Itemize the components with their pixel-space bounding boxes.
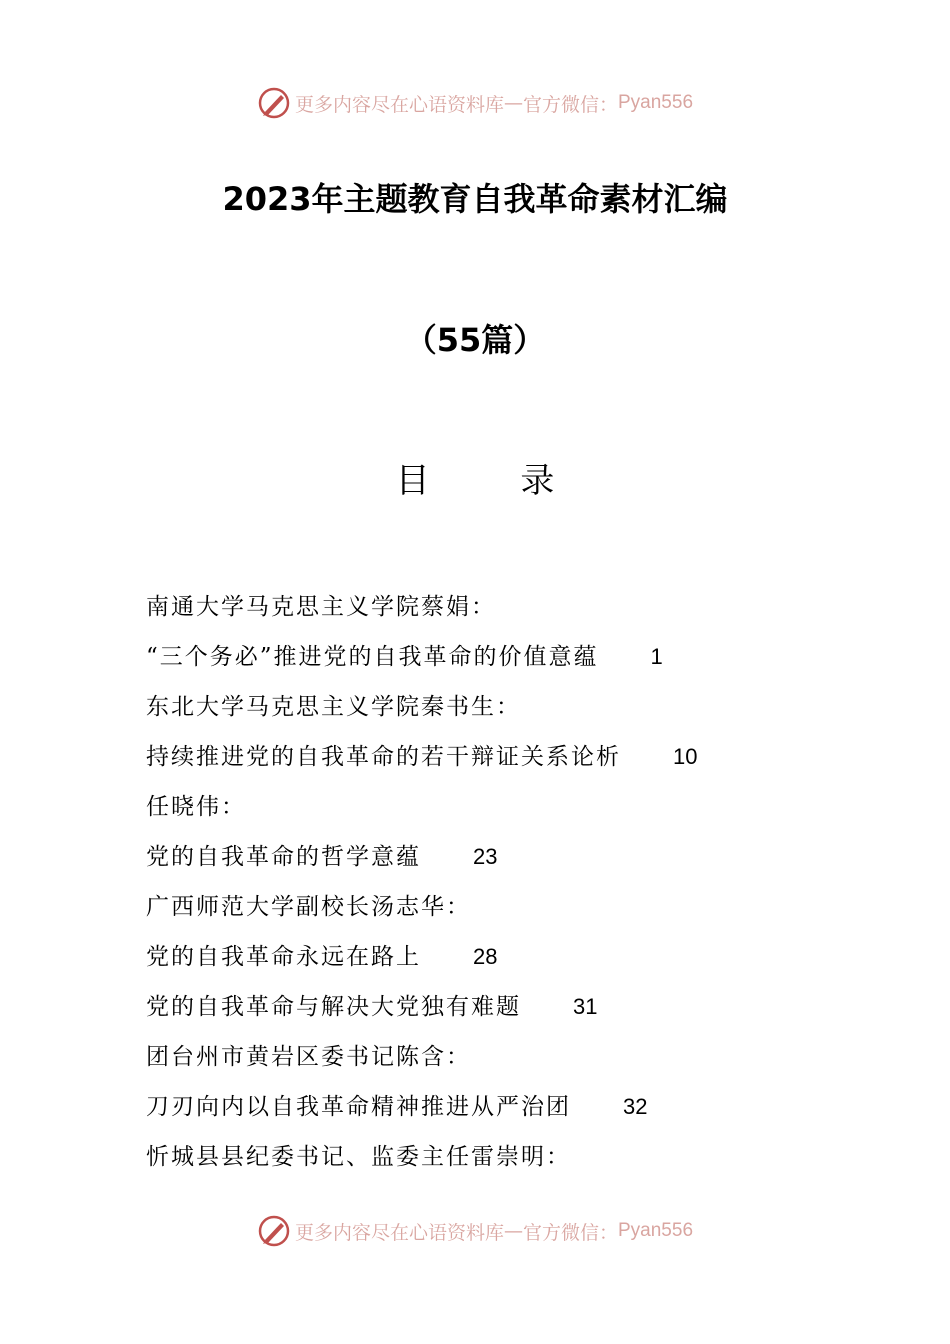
footer-watermark [0, 1211, 950, 1251]
toc-entry-text: 持续推进党的自我革命的若干辩证关系论析 [146, 744, 621, 770]
toc-entry-text: 任晓伟： [146, 794, 246, 820]
toc-entry [146, 938, 826, 988]
watermark-label: 官方微信： [522, 1221, 618, 1244]
document-title: 2023年主题教育自我革命素材汇编 [222, 180, 728, 218]
toc-entry [146, 888, 826, 938]
toc-entry [146, 738, 826, 788]
toc-page-number: 23 [473, 844, 498, 869]
toc-entry [146, 588, 826, 638]
toc-entry [146, 1088, 826, 1138]
watermark-wechat-id: Pyan556 [618, 1220, 694, 1241]
toc-page-number: 10 [673, 744, 698, 769]
toc-entry [146, 788, 826, 838]
toc-page-number: 1 [650, 644, 663, 669]
toc-entry-text: 党的自我革命的哲学意蕴 [146, 844, 421, 870]
toc-entry [146, 988, 826, 1038]
toc-entry-text: 忻城县县纪委书记、监委主任雷崇明： [146, 1144, 571, 1170]
toc-entry-text: “三个务必”推进党的自我革命的价值意蕴 [146, 644, 599, 670]
toc-page-number: 28 [473, 944, 498, 969]
toc-entry-text: 党的自我革命与解决大党独有难题 [146, 994, 521, 1020]
header-watermark [0, 83, 950, 123]
toc-page-number: 31 [573, 994, 598, 1019]
watermark-separator: — [503, 92, 523, 114]
toc-entry [146, 638, 826, 688]
toc-entry-text: 南通大学马克思主义学院蔡娟： [146, 594, 496, 620]
watermark-text: 更多内容尽在心语资料库 [294, 1221, 504, 1244]
watermark-text: 更多内容尽在心语资料库 [294, 93, 504, 116]
toc-entry [146, 838, 826, 888]
toc-entry-text: 党的自我革命永远在路上 [146, 944, 421, 970]
toc-heading: 目 录 [395, 461, 595, 501]
table-of-contents [146, 588, 826, 1188]
toc-entry-text: 东北大学马克思主义学院秦书生： [146, 694, 521, 720]
toc-entry [146, 1138, 826, 1188]
toc-entry-text: 广西师范大学副校长汤志华： [146, 894, 471, 920]
document-subtitle: （55篇） [404, 321, 546, 359]
watermark-wechat-id: Pyan556 [618, 92, 694, 113]
pen-circle-logo-icon [257, 86, 291, 120]
toc-entry-text: 刀刃向内以自我革命精神推进从严治团 [146, 1094, 571, 1120]
pen-circle-logo-icon [257, 1214, 291, 1248]
watermark-separator: — [503, 1220, 523, 1242]
toc-entry [146, 1038, 826, 1088]
toc-entry [146, 688, 826, 738]
toc-page-number: 32 [623, 1094, 648, 1119]
toc-entry-text: 团台州市黄岩区委书记陈含： [146, 1044, 471, 1070]
watermark-label: 官方微信： [522, 93, 618, 116]
